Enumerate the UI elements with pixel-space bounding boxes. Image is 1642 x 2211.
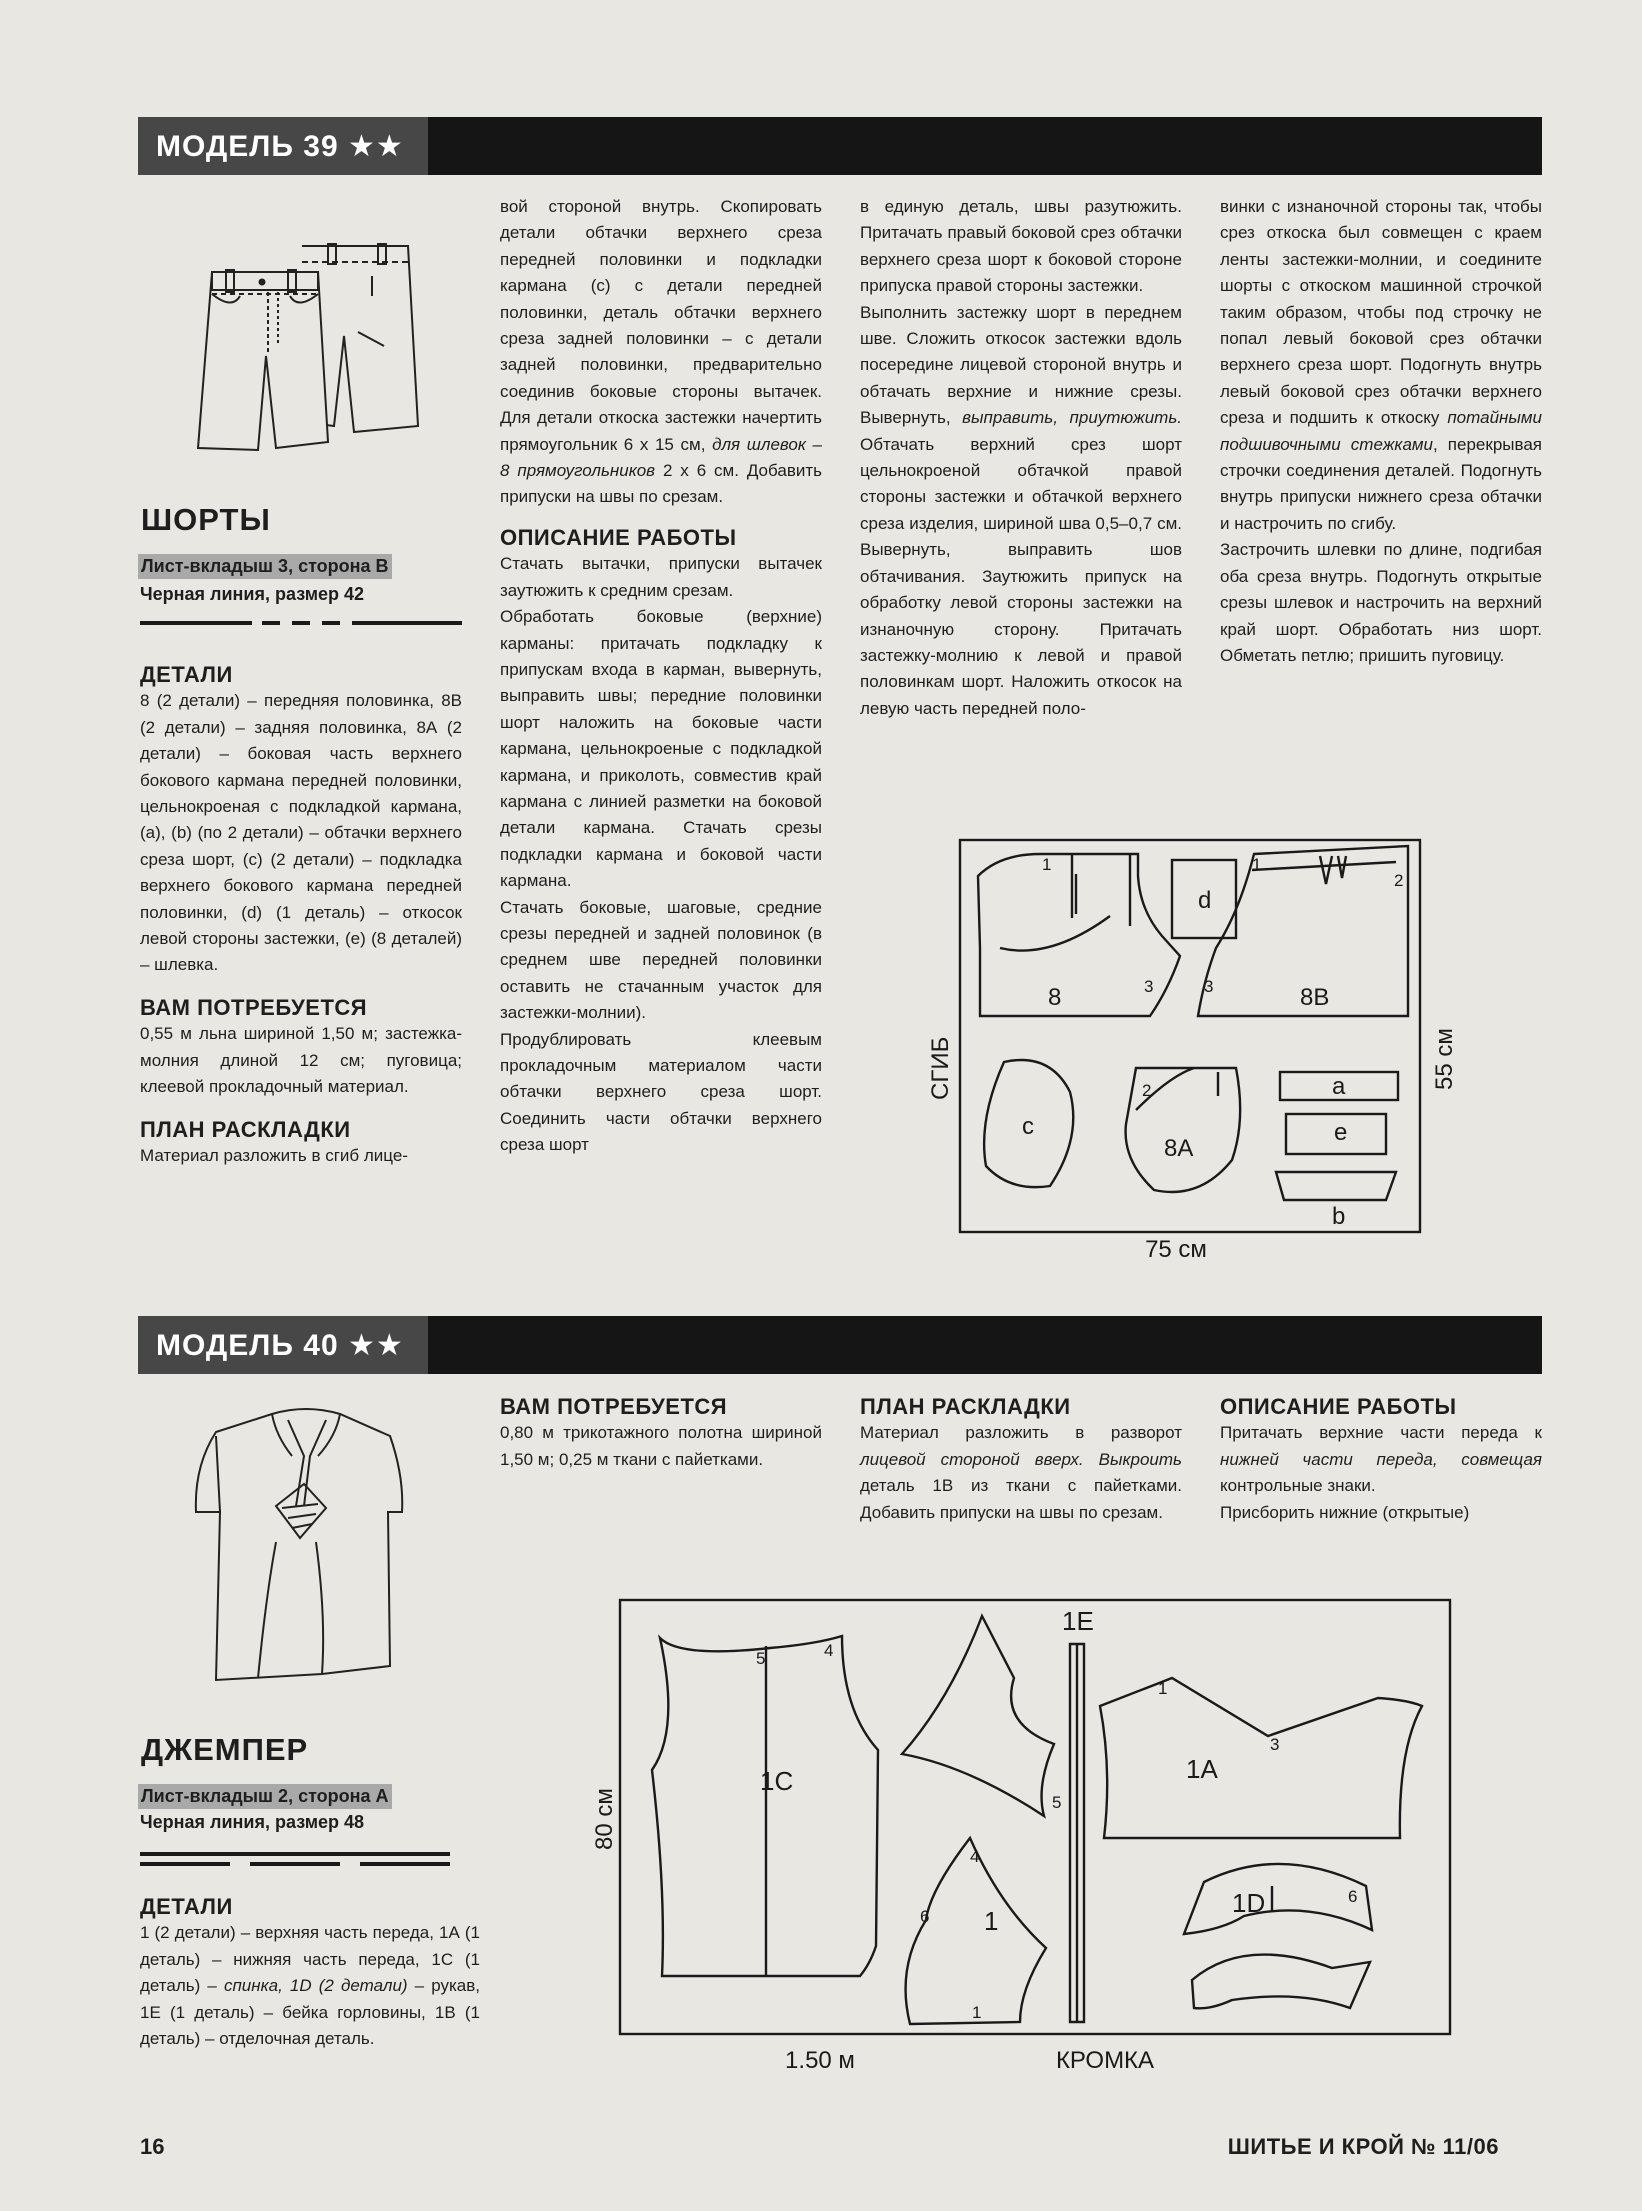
piece-1D [1184, 1864, 1372, 1934]
width-label: 1.50 м [785, 2047, 855, 2074]
model39-line-info: Черная линия, размер 42 [140, 584, 365, 604]
divider [292, 621, 310, 625]
mark: 6 [920, 1907, 930, 1926]
layout-text [860, 1420, 1182, 1526]
label-8: 8 [1048, 984, 1062, 1011]
text-run: Материал разложить в разворот [860, 1423, 1182, 1443]
mark: 5 [1052, 1793, 1062, 1812]
model40-banner [138, 1316, 1542, 1374]
label-c: c [1022, 1113, 1034, 1140]
model39-col3 [860, 194, 1182, 722]
text-run-italic: лицевой стороной вверх. Выкроить [860, 1449, 1182, 1469]
divider [322, 621, 340, 625]
text-run: Притачать верхние части переда к [1220, 1423, 1542, 1443]
model39-pattern-layout [900, 820, 1460, 1263]
text-run: , перекрывая строчки соединения деталей. Подогнуть внутрь припуски нижнего среза обтачки и настрочить по сгибу. [1220, 434, 1542, 533]
col3-p2 [860, 300, 1182, 723]
width-label: 75 см [1145, 1236, 1207, 1263]
text-run: – рукав, 1Е (1 деталь) – бейка горловины, 1В (1 деталь) – отделочная деталь. [140, 1976, 480, 2049]
work-p1: Стачать вытачки, припуски вытачек заутюжить к средним срезам. [500, 554, 822, 600]
mark: 2 [1394, 871, 1404, 890]
label-a: a [1332, 1073, 1346, 1100]
piece-1D-lower [1192, 1955, 1370, 2009]
divider [250, 1862, 340, 1866]
label-b: b [1332, 1203, 1346, 1230]
model39-garment-title: ШОРТЫ [141, 502, 271, 537]
label-1A: 1A [1186, 1754, 1218, 1784]
text-run: контрольные знаки. [1220, 1476, 1376, 1496]
model39-col2 [500, 194, 822, 1159]
fold-label: СГИБ [927, 1036, 954, 1100]
work-heading: ОПИСАНИЕ РАБОТЫ [500, 524, 737, 550]
mark: 1 [1158, 1679, 1168, 1698]
mark: 5 [756, 1649, 766, 1668]
page-number: 16 [140, 2134, 165, 2159]
text-run-italic: спинка, 1D (2 детали) [223, 1976, 408, 1996]
work-heading: ОПИСАНИЕ РАБОТЫ [1220, 1394, 1457, 1419]
selvage-label: КРОМКА [1055, 2047, 1155, 2074]
mark: 1 [1252, 855, 1262, 874]
text-run: деталь 1В из ткани с пайетками. Добавить припуски на швы по срезам. [860, 1476, 1182, 1522]
text-run: винки с изнаночной стороны так, чтобы срез откоска был совмещен с краем ленты застежки-молнии, и соедините шорты с откоском машинной строчкой таким образом, чтобы под строчку не попал левый боковой срез обтачки верхнего среза шорт. Подогнуть внутрь левый боковой срез обтачки верхнего среза и подшить к откоску [1220, 197, 1542, 428]
work-p4: Продублировать клеевым прокладочным материалом части обтачки верхнего среза шорт. Соединить части обтачки верхнего среза шорт [500, 1029, 822, 1155]
needs-heading: ВАМ ПОТРЕБУЕТСЯ [500, 1394, 728, 1419]
details-text: 8 (2 детали) – передняя половинка, 8В (2 детали) – задняя половинка, 8А (2 детали) – боковая часть верхнего бокового кармана передней половинки, цельнокроеная с подкладкой кармана, (а), (b) (по 2 детали) – обтачки верхнего среза шорт, (с) (2 детали) – подкладка верхнего бокового кармана передней половинки, (d) (1 деталь) – откосок левой стороны застежки, (е) (8 деталей) – шлевка. [140, 691, 462, 975]
mark: 6 [1348, 1887, 1358, 1906]
needs-heading: ВАМ ПОТРЕБУЕТСЯ [140, 994, 368, 1020]
model40-pattern-layout [580, 1590, 1480, 2090]
text-run: 2 х 6 см. Добавить припуски на швы по срезам. [500, 461, 822, 507]
divider [140, 1862, 230, 1866]
work-text-2: Присборить нижние (открытые) [1220, 1502, 1470, 1522]
height-label: 55 см [1431, 1028, 1458, 1090]
mark: 1 [972, 2003, 982, 2022]
shorts-sketch [172, 236, 422, 476]
label-8B: 8B [1300, 984, 1330, 1011]
magazine-issue: ШИТЬЕ И КРОЙ № 11/06 [1227, 2134, 1499, 2159]
text-run: вой стороной внутрь. Скопировать детали обтачки верхнего среза передней половинки и подкладки кармана (с) с детали передней половинки, деталь обтачки верхнего среза задней половинки – с детали задней половинки, предварительно соединив боковые стороны вытачек. Для детали откоска застежки начертить прямоугольник 6 х 15 см, [500, 197, 822, 454]
model39-col1 [140, 662, 462, 1169]
model39-col4 [1220, 194, 1542, 669]
text-run: Обтачать верхний срез шорт цельнокроеной обтачкой правой стороны застежки и обтачкой верхнего среза изделия, шириной шва 0,5–0,7 см. Вывернуть, выправить шов обтачивания. Заутюжить припуск на обработку левой стороны застежки на изнаночную сторону. Притачать застежку-молнию к левой и правой половинкам шорт. Наложить откосок на левую часть передней поло- [860, 434, 1182, 718]
model40-banner-title: МОДЕЛЬ 40 ★★ [138, 1316, 428, 1374]
piece-1-top [902, 1616, 1054, 1816]
mark: 1 [1042, 855, 1052, 874]
mark: 4 [824, 1641, 834, 1660]
layout-text: Материал разложить в сгиб лице- [140, 1145, 408, 1165]
model40-garment-title: ДЖЕМПЕР [141, 1732, 309, 1767]
layout-heading: ПЛАН РАСКЛАДКИ [140, 1116, 351, 1142]
model40-sheet: Лист-вкладыш 2, сторона А [138, 1784, 392, 1809]
piece-1A [1100, 1678, 1422, 1838]
model40-col1 [140, 1894, 480, 2052]
model39-banner-title: МОДЕЛЬ 39 ★★ [138, 117, 428, 175]
mark: 3 [1270, 1735, 1280, 1754]
details-heading: ДЕТАЛИ [140, 662, 233, 687]
details-heading: ДЕТАЛИ [140, 1894, 233, 1919]
work-p2: Обработать боковые (верхние) карманы: притачать подкладку к припускам входа в карман, вывернуть, выправить швы; передние половинки шорт наложить на боковые части кармана, цельнокроеные с подкладкой кармана, и приколоть, совместив край кармана с линией разметки на боковой детали кармана. Стачать срезы подкладки кармана и боковой части кармана. [500, 607, 822, 891]
col4-p2: Застрочить шлевки по длине, подгибая оба среза внутрь. Подогнуть открытые срезы шлевок и настрочить на верхний край шорт. Обработать низ шорт. Обметать петлю; пришить пуговицу. [1220, 540, 1542, 665]
mark: 4 [970, 1847, 980, 1866]
model40-line-info: Черная линия, размер 48 [140, 1812, 365, 1832]
mark: 2 [1142, 1081, 1152, 1100]
mark: 3 [1204, 977, 1214, 996]
text-run: Выполнить застежку шорт в переднем шве. Сложить откосок застежки вдоль посередине лицевой стороной внутрь и обтачать верхние и нижние срезы. Вывернуть, [860, 302, 1182, 428]
label-8A: 8A [1164, 1135, 1194, 1162]
text-run-italic: потайными подшивочными стежками [1220, 408, 1542, 454]
col2-paragraph [500, 194, 822, 511]
label-d: d [1198, 887, 1212, 914]
piece-b [1276, 1172, 1396, 1200]
label-1D: 1D [1232, 1888, 1266, 1918]
divider [360, 1862, 450, 1866]
label-e: e [1334, 1119, 1348, 1146]
label-1C: 1C [760, 1766, 794, 1796]
details-text [140, 1920, 480, 2052]
model40-col3 [860, 1394, 1182, 1526]
jumper-sketch [176, 1396, 436, 1716]
col3-p1: в единую деталь, швы разутюжить. Притачать правый боковой срез обтачки верхнего среза шорт к боковой стороне припуска правой стороны застежки. [860, 197, 1182, 296]
divider [262, 621, 280, 625]
mark: 3 [1144, 977, 1154, 996]
work-text [1220, 1420, 1542, 1499]
model40-col2 [500, 1394, 822, 1473]
label-1: 1 [984, 1906, 999, 1936]
model39-banner [138, 117, 1542, 175]
col4-p1 [1220, 194, 1542, 537]
needs-text: 0,80 м трикотажного полотна шириной 1,50 м; 0,25 м ткани с пайетками. [500, 1423, 822, 1469]
text-run: 1 (2 детали) – верхняя часть переда, 1А (1 деталь) – нижняя часть переда, 1С (1 деталь) – [140, 1923, 480, 1996]
model40-col4 [1220, 1394, 1542, 1526]
divider [140, 1852, 450, 1856]
text-run-italic: нижней части переда, совмещая [1220, 1449, 1542, 1469]
height-label: 80 см [591, 1788, 618, 1850]
needs-text: 0,55 м льна шириной 1,50 м; застежка-молния длиной 12 см; пуговица; клеевой прокладочный материал. [140, 1024, 462, 1097]
text-run-italic: для шлевок – 8 прямоугольников [500, 434, 822, 481]
work-p3: Стачать боковые, шаговые, средние срезы передней и задней половинок (в среднем шве передней половинки оставить не стачанным участок для застежки-молнии). [500, 897, 822, 1023]
layout-heading: ПЛАН РАСКЛАДКИ [860, 1394, 1071, 1419]
label-1E: 1E [1062, 1606, 1094, 1636]
text-run-italic: выправить, приутюжить. [962, 408, 1182, 428]
model39-sheet: Лист-вкладыш 3, сторона В [138, 554, 392, 579]
divider [352, 621, 462, 625]
divider [140, 621, 252, 625]
